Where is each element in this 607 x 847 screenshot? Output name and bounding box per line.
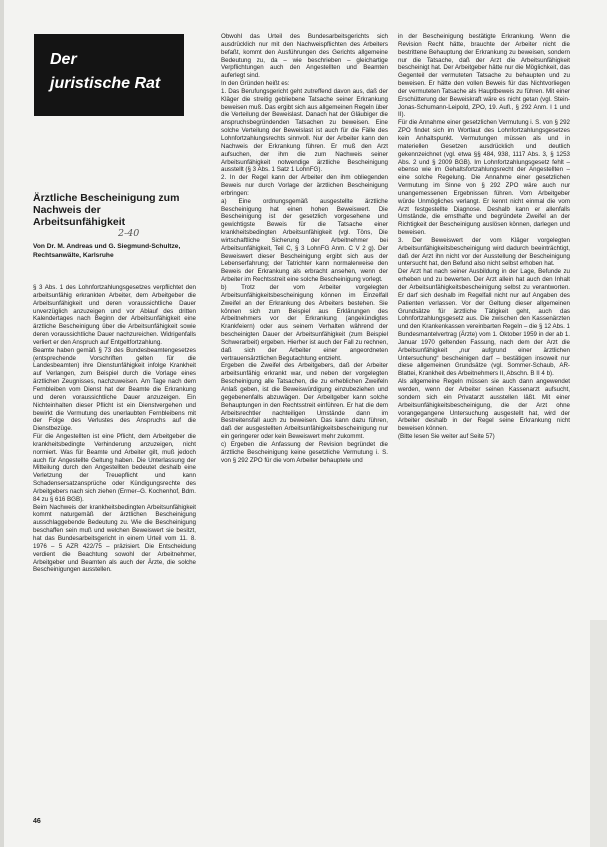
- handwritten-note: 2-40: [118, 228, 140, 239]
- text-column-1: [33, 284, 196, 574]
- paragraph: In den Gründen heißt es:: [221, 80, 290, 88]
- paragraph: 2. In der Regel kann der Arbeiter den ihm obliegenden Beweis nur durch Vorlage der ärztlichen Bescheinigung erbringen:: [221, 174, 388, 197]
- paragraph: 1. Das Berufungsgericht geht zutreffend davon aus, daß der Kläger die streitig gebliebene Tatsache seiner Erkrankung beweisen muß. Das ergibt sich aus allgemeinen Regeln über die Verteilung der Beweislast. Danach hat der Gläubiger die anspruchsbegründenden Tatsachen zu beweisen. Eine solche Verteilung der Beweislast ist auch für die Fälle des Lohnfortzahlungsrechts sinnvoll. Nur der Arbeiter kann den Nachweis der Erkrankung führen. Er muß den Arzt aufsuchen, der ihm die zum Nachweis seiner Arbeitsunfähigkeit notwendige ärztliche Bescheinigung ausstellt (§ 3 Abs. 1 Satz 1 LohnFG).: [221, 87, 388, 174]
- page-fold-shadow: [590, 620, 607, 847]
- paragraph: Der Arzt hat nach seiner Ausbildung in der Lage, Befunde zu erheben und zu bewerten. Der Arzt allein hat auch den Inhalt der Arbeitsunfähigkeitsbescheinigung selbst zu verantworten. Er darf sich deshalb im Regelfall nicht nur auf Angaben des Patienten verlassen. Vor der Geltung dieser allgemeinen Grundsätze für ärztliche Tätigkeit geht, auch das Lohnfortzahlungsgesetz aus. Die zwischen den Kassenärzten und den Krankenkassen vereinbarten Regeln – die § 12 Abs. 1 Bundesmantelvertrag (Ärzte) vom 1. Oktober 1959 in der ab 1. Januar 1970 geltenden Fassung, nach dem der Arzt die Arbeitsunfähigkeit „nur aufgrund einer ärztlichen Untersuchung“ bescheinigen darf – bestätigen insoweit nur diese allgemeinen Grundsätze (vgl. Sommer-Schaub, AR-Blattei, Krankheit des Arbeitnehmers II, Abschn. B II 4 b).: [398, 268, 570, 378]
- paragraph: § 3 Abs. 1 des Lohnfortzahlungsgesetzes verpflichtet den arbeitsunfähig erkrankten Arbeiter, dem Arbeitgeber die Arbeitsunfähigkeit und deren voraussichtliche Dauer unverzüglich anzuzeigen und vor Ablauf des dritten Kalendertages nach Beginn der Arbeitsunfähigkeit eine ärztliche Bescheinigung über die Arbeitsunfähigkeit sowie deren voraussichtliche Dauer nachzureichen. Widrigenfalls verliert er den Anspruch auf Entgeltfortzahlung.: [33, 284, 196, 346]
- section-banner: [34, 34, 184, 116]
- text-column-3: [398, 33, 570, 441]
- banner-line-2: juristische Rat: [50, 75, 161, 92]
- paragraph: Ergeben die Zweifel des Arbeitgebers, daß der Arbeiter arbeitsunfähig erkrankt war, und neben der vorgelegten Bescheinigung alle Tatsachen, die zu erheblichen Zweifeln Anlaß geben, ist die Beweiswürdigung einzubeziehen und gegebenenfalls abzuwägen. Der Arbeitgeber kann solche Behauptungen in den Rechtsstreit einführen. Er hat die dem Arbeitsrechtler nachteiligen Umstände dann im Bestreitensfall auch zu beweisen. Das kann dazu führen, daß der ausgestellten Arbeitsunfähigkeitsbescheinigung nur ein geringerer oder kein Beweiswert mehr zukommt.: [221, 362, 388, 441]
- paragraph: c) Ergeben die Anfassung der Revision begründet die ärztliche Bescheinigung keine gesetzliche Vermutung i. S. von § 292 ZPO für die vom Arbeiter behauptete und: [221, 440, 388, 464]
- scan-edge: [0, 0, 4, 847]
- paragraph: Obwohl das Urteil des Bundesarbeitsgerichts sich ausdrücklich nur mit den Nachweispflichten des Arbeiters befaßt, kommt den Ausführungen des Gerichts allgemeine Bedeutung zu, da – wie beschrieben – gleichartige Verpflichtungen auch den Angestellten und Beamten auferlegt sind.: [221, 33, 388, 80]
- article-title: Ärztliche Bescheinigung zum Nachweis der Arbeitsunfähigkeit: [33, 192, 180, 228]
- paragraph: in der Bescheinigung bestätigte Erkrankung. Wenn die Revision Recht hätte, brauchte der Arbeiter nicht die bestrittene Behauptung der Erkrankung zu beweisen, sondern nur die Tatsache, daß der Arzt die Arbeitsunfähigkeit bescheinigt hat. Der Arbeitgeber hätte nur die Möglichkeit, das Gegenteil der vermuteten Tatsache zu behaupten und zu beweisen. Er hätte den vollen Beweis für das Nichtvorliegen der vermuteten Tatsache als Hauptbeweis zu führen. Mit einer Erschütterung der Beweiskraft wäre es nicht getan (vgl. Stein-Jonas-Schumann-Leipold, ZPO, 19. Aufl., § 292 Anm. I 1 und II).: [398, 33, 570, 119]
- paragraph: Beamte haben gemäß § 73 des Bundesbeamtengesetzes (entsprechende Vorschriften gelten für die Landesbeamten) ihre Dienstunfähigkeit infolge Krankheit auf Verlangen, zum Beispiel durch die Vorlage eines ärztlichen Zeugnisses, nachzuweisen. Am Tage nach dem Fernbleiben vom Dienst hat der Beamte die Erkrankung und deren voraussichtliche Dauer anzuzeigen. Ein Nichteinhalten dieser Pflicht ist ein Dienstvergehen und bewirkt die Vermutung des unerlaubten Fernbleibens mit der Folge des Verlustes des Anspruchs auf die Dienstbezüge.: [33, 346, 196, 433]
- page-number: 46: [33, 818, 41, 825]
- paragraph: Beim Nachweis der krankheitsbedingten Arbeitsunfähigkeit kommt naturgemäß der ärztlichen Bescheinigung ausschlaggebende Bedeutung zu. Wie die Bescheinigung beschaffen sein muß und welchen Beweiswert sie besitzt, hat das Bundesarbeitsgericht in einem Urteil vom 11. 8. 1976 – 5 AZR 422/75 – präzisiert. Die Entscheidung verdient die Beachtung sowohl der Arbeitnehmer, Arbeitgeber und Beamten als auch der Ärzte, die solche Bescheinigungen ausstellen.: [33, 503, 196, 574]
- paragraph: Als allgemeine Regeln müssen sie auch dann angewendet werden, wenn der Arbeiter seinen Kassenarzt aufsucht, sondern sich ein Privatarzt ausstellen läßt. Mit einer Arbeitsunfähigkeitsbescheinigung, die der Arzt ohne vorangegangene Untersuchung ausgestellt hat, wird der Arbeiter deshalb in der Regel seine Erkrankung nicht beweisen können.: [398, 378, 570, 433]
- paragraph: b) Trotz der vom Arbeiter vorgelegten Arbeitsunfähigkeitsbescheinigung können im Einzelfall Zweifel an der Erkrankung des Arbeiters bestehen. Sie können sich zum Beispiel aus Erklärungen des Arbeitnehmers vor der Erkrankung (angekündigtes Krankfeiern) oder aus seinem Verhalten während der bescheinigten Dauer der Arbeitsunfähigkeit (zum Beispiel Schwerarbeit) ergeben. Hierher ist auch der Fall zu rechnen, daß sich der Arbeiter einer angeordneten vertrauensärztlichen Begutachtung entzieht.: [221, 284, 388, 362]
- article-byline: Von Dr. M. Andreas und G. Siegmund-Schultze, Rechtsanwälte, Karlsruhe: [33, 243, 181, 259]
- text-column-2: [221, 33, 388, 464]
- paragraph: 3. Der Beweiswert der vom Kläger vorgelegten Arbeitsunfähigkeitsbescheinigung wird dadurch beeinträchtigt, daß der Arzt ihn nicht vor der Ausstellung der Bescheinigung untersucht hat, den Befund also nicht selbst erhoben hat.: [398, 236, 570, 268]
- banner-line-1: Der: [50, 51, 77, 68]
- paragraph: Für die Angestellten ist eine Pflicht, dem Arbeitgeber die krankheitsbedingte Verhinderung anzuzeigen, nicht normiert. Was für Beamte und Arbeiter gilt, muß jedoch auch für Angestellte Geltung haben. Die Unterlassung der Mitteilung durch den Angestellten bedeutet deshalb eine Verletzung der Treuepflicht und kann Schadensersatzansprüche oder Kündigungsrechte des Arbeitgebers nach sich ziehen (Ermer–G. Kochenhof, Bdm. 84 zu § 616 BGB).: [33, 433, 196, 503]
- continuation-note: (Bitte lesen Sie weiter auf Seite 57): [398, 433, 495, 441]
- paragraph: a) Eine ordnungsgemäß ausgestellte ärztliche Bescheinigung hat einen hohen Beweiswert. Die Bescheinigung ist der gesetzlich vorgesehene und gewichtigste Beweis für die Tatsache einer krankheitsbedingten Arbeitsunfähigkeit (vgl. Töns, Die wirtschaftliche Sicherung der Arbeitnehmer bei Arbeitsunfähigkeit, Teil C, § 3 LohnFG Anm. C V 2 g). Der Beweiswert dieser Bescheinigung ergibt sich aus der Lebenserfahrung; der Tatrichter kann normalerweise den Beweis der Erkrankung als erbracht ansehen, wenn der Arbeiter im Rechtsstreit eine solche Bescheinigung vorlegt.: [221, 197, 388, 284]
- paragraph: Für die Annahme einer gesetzlichen Vermutung i. S. von § 292 ZPO findet sich im Wortlaut des Lohnfortzahlungsgesetzes kein Anhaltspunkt. Vermutungen müssen als und in materiellen Gesetzen ausdrücklich und deutlich gekennzeichnet (vgl. etwa §§ 484, 938, 1117 Abs. 3, § 1253 Abs. 2 und § 2009 BGB). Im Lohnfortzahlungsgesetz fehlt – ebenso wie im Gehaltsfortzahlungsrecht der Angestellten – eine solche Regelung. Die Annahme einer gesetzlichen Vermutung im Sinne von § 292 ZPO wäre auch nur unangemessenen Ergebnissen führen. Vom Arbeitgeber würde Unmögliches verlangt. Er kennt nicht einmal die vom Arzt festgestellte Diagnose. Deshalb kann er allenfalls Umstände, die ernsthafte und begründete Zweifel an der Richtigkeit der Bescheinigung auslösen können, darlegen und beweisen.: [398, 119, 570, 237]
